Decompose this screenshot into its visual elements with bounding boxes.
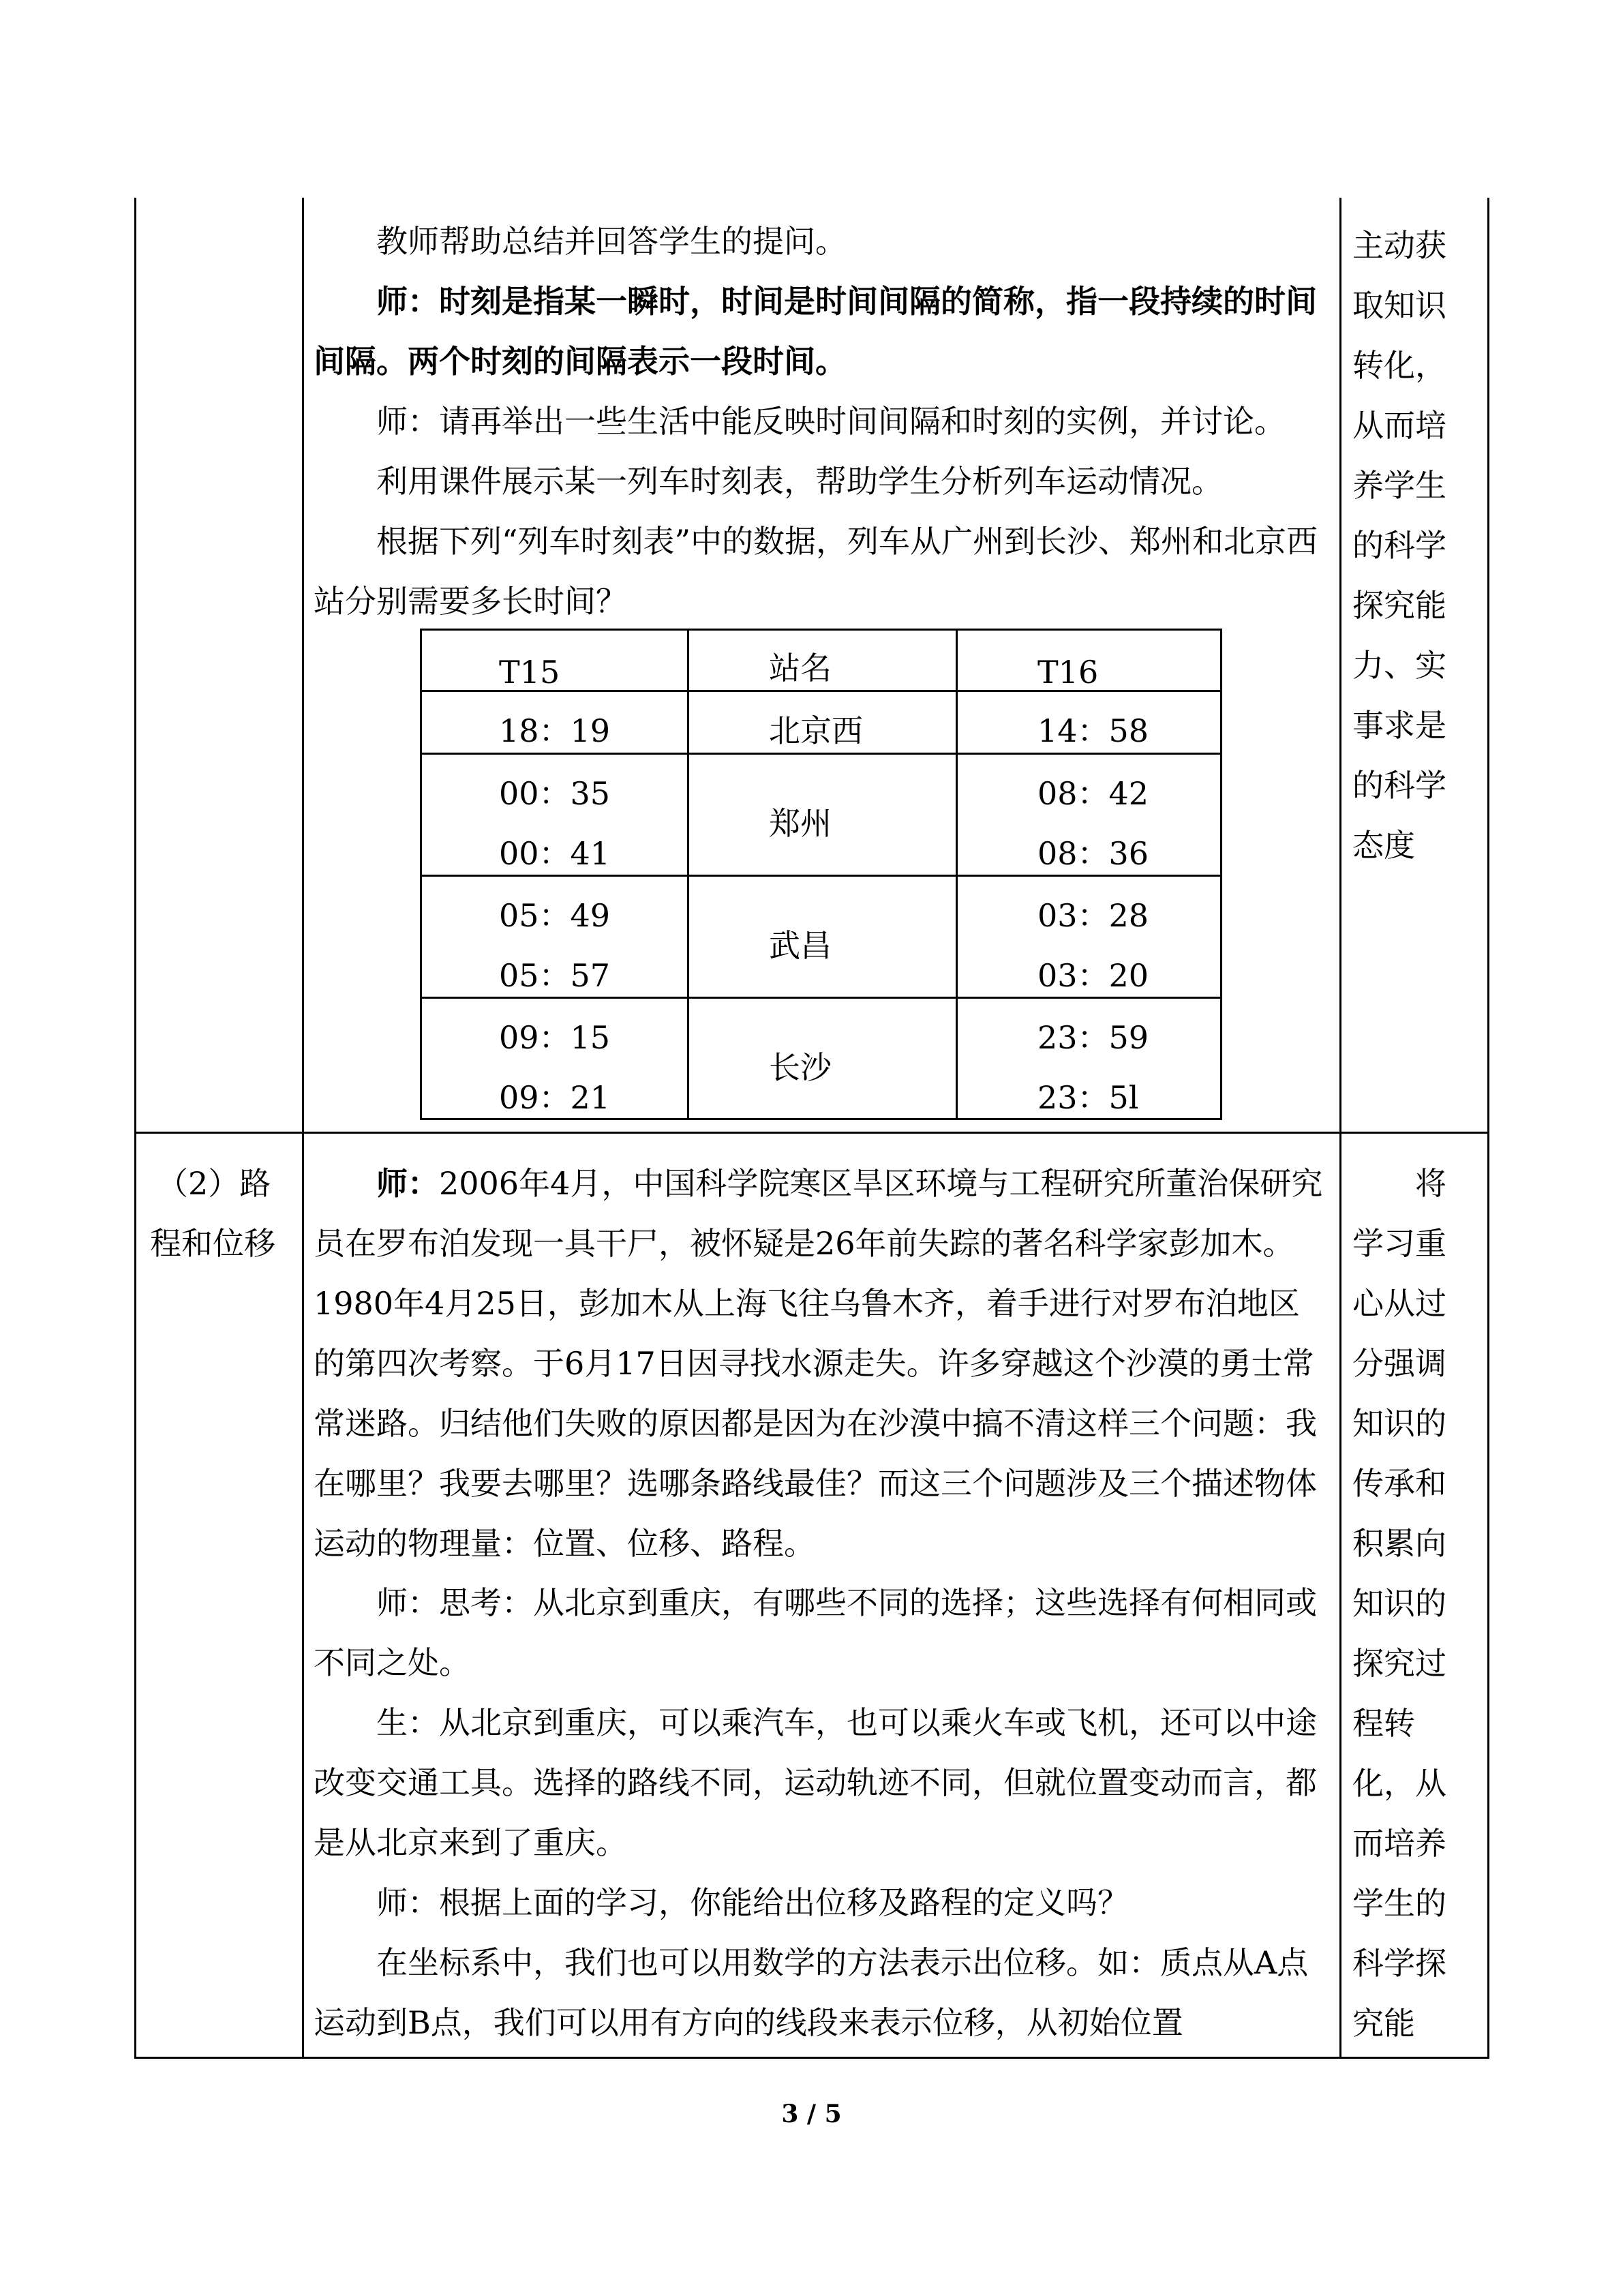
row1-right-line: 的科学 (1352, 767, 1446, 804)
timetable-cell-t16: 03：28 (1037, 897, 1149, 934)
row1-paragraph-4: 利用课件展示某一列车时刻表，帮助学生分析列车运动情况。 (376, 463, 1223, 500)
row1-right-line: 事求是 (1352, 707, 1446, 744)
table-col-divider-1 (302, 198, 304, 2059)
row2-right-line: 知识的 (1352, 1585, 1446, 1622)
timetable-border (1220, 629, 1222, 1120)
row1-right-line: 从而培 (1352, 407, 1446, 444)
row1-right-line: 取知识 (1352, 287, 1446, 324)
row1-paragraph-3: 师：请再举出一些生活中能反映时间间隔和时刻的实例，并讨论。 (376, 403, 1286, 440)
timetable-cell-station: 武昌 (769, 927, 832, 964)
row2-section-label-line: 程和位移 (150, 1225, 275, 1262)
row2-right-line: 知识的 (1352, 1405, 1446, 1442)
row1-right-line: 的科学 (1352, 527, 1446, 564)
timetable-cell-station: 郑州 (769, 805, 832, 842)
row2-paragraph-2: 师：思考：从北京到重庆，有哪些不同的选择；这些选择有何相同或不同之处。 (314, 1584, 1317, 1681)
table-col-divider-2 (1339, 198, 1341, 2059)
timetable-cell-t15: 18：19 (499, 712, 611, 749)
timetable-cell-t16: 14：58 (1037, 712, 1149, 749)
row2-right-line: 将 (1415, 1165, 1446, 1202)
row2-section-label (150, 1153, 303, 1273)
row2-paragraph-3: 生：从北京到重庆，可以乘汽车，也可以乘火车或飞机，还可以中途改变交通工具。选择的路线不同，运动轨迹不同，但就位置变动而言，都是从北京来到了重庆。 (314, 1704, 1317, 1861)
timetable-cell-t15: 05：49 (499, 897, 611, 934)
timetable-cell-t16: 23：59 (1037, 1019, 1149, 1056)
timetable-header-t16: T16 (1037, 654, 1099, 691)
timetable-cell-station: 北京西 (769, 712, 863, 749)
row2-right-line: 心从过 (1352, 1285, 1446, 1322)
timetable-header-t15: T15 (499, 654, 560, 691)
row2-right-line: 学生的 (1352, 1885, 1446, 1922)
row2-right-line: 学习重 (1352, 1225, 1446, 1262)
timetable-border (687, 629, 689, 1120)
row2-section-label-line: （2）路 (157, 1165, 271, 1202)
timetable-cell-t16: 08：42 (1037, 775, 1149, 812)
timetable-cell-t16: 23：5l (1037, 1079, 1139, 1116)
row1-right-line: 态度 (1352, 827, 1415, 864)
row2-right-line: 探究过 (1352, 1645, 1446, 1682)
row1-paragraph-2-bold: 师：时刻是指某一瞬时，时间是时间间隔的简称，指一段持续的时间间隔。两个时刻的间隔表示一段时间。 (314, 283, 1317, 380)
row2-right-line: 究能 (1352, 2005, 1415, 2042)
timetable-border (420, 629, 1222, 631)
row2-right-line: 而培养 (1352, 1825, 1446, 1862)
row2-right-line: 程转 (1352, 1705, 1415, 1742)
row2-right-line: 传承和 (1352, 1465, 1446, 1502)
timetable-cell-t15: 00：41 (499, 835, 611, 872)
row2-right-note (1352, 1153, 1448, 2053)
timetable-cell-t16: 08：36 (1037, 835, 1149, 872)
timetable-cell-t15: 05：57 (499, 957, 611, 994)
timetable-border (420, 629, 422, 1120)
timetable-cell-t15: 00：35 (499, 775, 611, 812)
row1-right-line: 力、实 (1352, 647, 1446, 684)
table-row-divider (134, 1132, 1489, 1134)
timetable-cell-t16: 03：20 (1037, 957, 1149, 994)
table-left-border (134, 198, 136, 2059)
row2-right-line: 分强调 (1352, 1345, 1446, 1382)
speaker-teacher-label: 师： (376, 1165, 439, 1202)
table-bottom-border (134, 2057, 1489, 2059)
row1-right-note (1352, 215, 1448, 875)
row1-right-line: 探究能 (1352, 587, 1446, 624)
row1-paragraph-5: 根据下列“列车时刻表”中的数据，列车从广州到长沙、郑州和北京西站分别需要多长时间？ (314, 523, 1318, 620)
timetable-cell-t15: 09：15 (499, 1019, 611, 1056)
timetable-cell-t15: 09：21 (499, 1079, 611, 1116)
timetable-border (956, 629, 958, 1120)
page-number: 3 / 5 (781, 2100, 842, 2128)
row1-right-line: 养学生 (1352, 467, 1446, 504)
row1-paragraph-1: 教师帮助总结并回答学生的提问。 (376, 223, 847, 260)
table-right-border (1487, 198, 1489, 2059)
row1-right-line: 转化， (1352, 347, 1446, 384)
timetable-header-station: 站名 (769, 650, 832, 686)
row2-right-line: 化，从 (1352, 1765, 1446, 1802)
row2-right-line: 科学探 (1352, 1945, 1446, 1982)
row2-paragraph-1-text: 2006年4月，中国科学院寒区旱区环境与工程研究所董治保研究员在罗布泊发现一具干尸，被怀疑是26年前失踪的著名科学家彭加木。1980年4月25日，彭加木从上海飞往乌鲁木齐，着手进行对罗布泊地区的第四次考察。于6月17日因寻找水源走失。许多穿越这个沙漠的勇士常常迷路。归结他们失败的原因都是因为在沙漠中搞不清这样三个问题：我在哪里？我要去哪里？选哪条路线最佳？而这三个问题涉及三个描述物体运动的物理量：位置、位移、路程。 (314, 1165, 1323, 1562)
row1-right-line: 主动获 (1352, 227, 1446, 264)
row2-right-line: 积累向 (1352, 1525, 1446, 1562)
row2-paragraph-1 (314, 1153, 1329, 1573)
timetable-cell-station: 长沙 (769, 1049, 832, 1086)
row2-paragraph-4: 师：根据上面的学习，你能给出位移及路程的定义吗？ (376, 1884, 1129, 1921)
row2-paragraph-5: 在坐标系中，我们也可以用数学的方法表示出位移。如：质点从A点运动到B点，我们可以用有方向的线段来表示位移，从初始位置 (314, 1944, 1309, 2041)
